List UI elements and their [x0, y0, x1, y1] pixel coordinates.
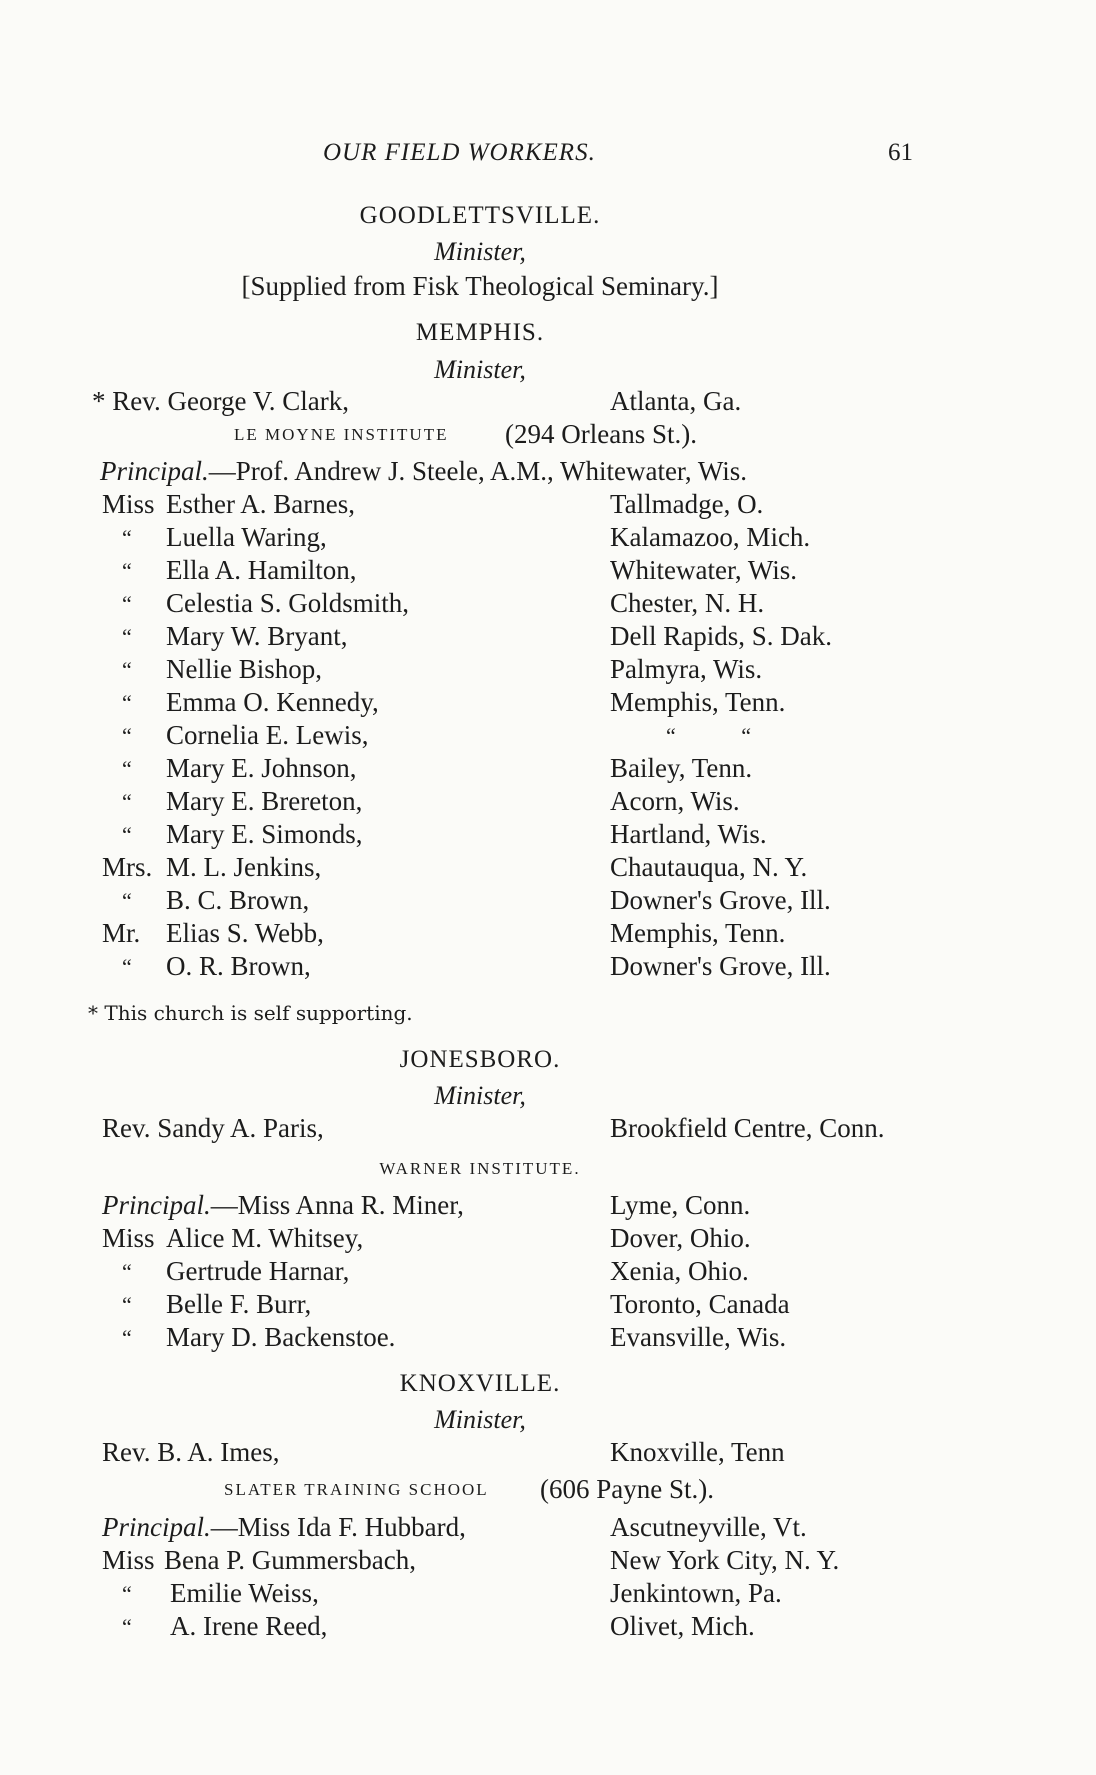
list-item: [0, 554, 1096, 587]
teacher-name: Esther A. Barnes,: [166, 489, 355, 519]
principal-name: —Prof. Andrew J. Steele, A.M., Whitewater, Wis.: [208, 456, 748, 486]
minister-name: Rev. Sandy A. Paris,: [102, 1113, 324, 1143]
minister-label: Minister,: [434, 1405, 526, 1434]
teacher-name: Mary E. Simonds,: [166, 819, 363, 849]
teacher-name: Mary D. Backenstoe.: [166, 1322, 396, 1352]
ditto-mark: “: [122, 789, 132, 814]
teacher-place: Toronto, Canada: [610, 1289, 790, 1319]
running-header: [0, 136, 1096, 170]
list-item: [0, 1255, 1096, 1288]
ditto-mark: “: [122, 1259, 132, 1284]
teacher-place: Acorn, Wis.: [610, 786, 740, 816]
teacher-name: B. C. Brown,: [166, 885, 310, 915]
teacher-place: Xenia, Ohio.: [610, 1256, 749, 1286]
title-prefix: Mr.: [102, 918, 141, 948]
ditto-mark: “: [122, 1581, 132, 1606]
school-name: SLATER TRAINING SCHOOL: [224, 1480, 489, 1499]
title-prefix: Miss: [102, 1545, 155, 1575]
school-row: [0, 1473, 1096, 1506]
principal-place: Ascutneyville, Vt.: [610, 1512, 807, 1542]
title-prefix: Miss: [102, 1223, 155, 1253]
ditto-mark: “: [122, 690, 132, 715]
list-item: [0, 686, 1096, 719]
teacher-place: Whitewater, Wis.: [610, 555, 798, 585]
minister-name: Rev. B. A. Imes,: [102, 1437, 280, 1467]
teacher-name: M. L. Jenkins,: [166, 852, 322, 882]
teacher-name: Bena P. Gummersbach,: [164, 1545, 416, 1575]
teacher-name: Gertrude Harnar,: [166, 1256, 350, 1286]
list-item: [0, 851, 1096, 884]
principal-line: [102, 1189, 464, 1222]
list-item: [0, 1577, 1096, 1610]
teacher-place: Chautauqua, N. Y.: [610, 852, 808, 882]
teacher-place: Jenkintown, Pa.: [610, 1578, 782, 1608]
minister-place: Atlanta, Ga.: [610, 386, 742, 416]
ditto-mark: “: [122, 888, 132, 913]
ditto-mark: “: [122, 1614, 132, 1639]
list-item: [0, 785, 1096, 818]
town-title-jonesboro: JONESBORO.: [399, 1046, 561, 1073]
teacher-name: Nellie Bishop,: [166, 654, 322, 684]
principal-line: [100, 455, 747, 488]
teacher-name: Luella Waring,: [166, 522, 327, 552]
teacher-name: Emilie Weiss,: [170, 1578, 319, 1608]
minister-row: [0, 1436, 1096, 1469]
teacher-name: Mary E. Brereton,: [166, 786, 363, 816]
minister-label: Minister,: [434, 237, 526, 266]
school-row: [0, 418, 1096, 451]
list-item: [0, 1610, 1096, 1643]
teacher-name: Cornelia E. Lewis,: [166, 720, 369, 750]
principal-row: [0, 1189, 1096, 1222]
ditto-mark: “: [122, 558, 132, 583]
minister-label: Minister,: [434, 355, 526, 384]
teacher-place: Kalamazoo, Mich.: [610, 522, 811, 552]
list-item: [0, 587, 1096, 620]
running-title: OUR FIELD WORKERS.: [323, 139, 596, 166]
minister-label: Minister,: [434, 1081, 526, 1110]
teacher-place: Dell Rapids, S. Dak.: [610, 621, 832, 651]
principal-line: [102, 1511, 466, 1544]
footnote: * This church is self supporting.: [88, 1001, 413, 1025]
ditto-mark: “: [122, 525, 132, 550]
teacher-name: Ella A. Hamilton,: [166, 555, 357, 585]
ditto-mark: “: [122, 756, 132, 781]
list-item: [0, 719, 1096, 752]
minister-place: Knoxville, Tenn: [610, 1437, 785, 1467]
principal-name: —Miss Ida F. Hubbard,: [210, 1512, 466, 1542]
teacher-place: Memphis, Tenn.: [610, 918, 786, 948]
teacher-name: O. R. Brown,: [166, 951, 311, 981]
minister-place: Brookfield Centre, Conn.: [610, 1113, 885, 1143]
ditto-mark: “: [122, 657, 132, 682]
list-item: [0, 818, 1096, 851]
teacher-name: A. Irene Reed,: [170, 1611, 328, 1641]
school-address: (294 Orleans St.).: [505, 419, 697, 449]
teacher-name: Belle F. Burr,: [166, 1289, 312, 1319]
principal-label: Principal.: [100, 456, 209, 486]
teacher-place: New York City, N. Y.: [610, 1545, 840, 1575]
teacher-place: Olivet, Mich.: [610, 1611, 755, 1641]
page-number: 61: [888, 139, 913, 166]
teacher-place: Tallmadge, O.: [610, 489, 764, 519]
list-item: [0, 521, 1096, 554]
teacher-place-ditto: “ “: [666, 723, 752, 748]
teacher-place: Bailey, Tenn.: [610, 753, 753, 783]
teacher-place: Downer's Grove, Ill.: [610, 951, 831, 981]
principal-label: Principal.: [102, 1190, 211, 1220]
teacher-name: Alice M. Whitsey,: [166, 1223, 364, 1253]
teacher-place: Dover, Ohio.: [610, 1223, 751, 1253]
title-prefix: Miss: [102, 489, 155, 519]
teacher-place: Memphis, Tenn.: [610, 687, 786, 717]
teacher-place: Hartland, Wis.: [610, 819, 767, 849]
principal-row: [0, 455, 1096, 488]
ditto-mark: “: [122, 822, 132, 847]
list-item: [0, 1288, 1096, 1321]
supplied-note: [Supplied from Fisk Theological Seminary.]: [241, 271, 719, 301]
teacher-name: Mary E. Johnson,: [166, 753, 357, 783]
list-item: [0, 1321, 1096, 1354]
minister-row: [0, 385, 1096, 418]
teacher-place: Chester, N. H.: [610, 588, 765, 618]
list-item: [0, 1544, 1096, 1577]
list-item: [0, 653, 1096, 686]
ditto-mark: “: [122, 624, 132, 649]
list-item: [0, 917, 1096, 950]
principal-row: [0, 1511, 1096, 1544]
teacher-name: Emma O. Kennedy,: [166, 687, 379, 717]
ditto-mark: “: [122, 1292, 132, 1317]
list-item: [0, 1222, 1096, 1255]
list-item: [0, 752, 1096, 785]
teacher-place: Downer's Grove, Ill.: [610, 885, 831, 915]
town-title-knoxville: KNOXVILLE.: [399, 1370, 561, 1397]
school-name: WARNER INSTITUTE.: [379, 1159, 581, 1178]
teacher-name: Mary W. Bryant,: [166, 621, 348, 651]
teacher-name: Celestia S. Goldsmith,: [166, 588, 409, 618]
list-item: [0, 950, 1096, 983]
list-item: [0, 884, 1096, 917]
town-title-goodlettsville: GOODLETTSVILLE.: [359, 202, 601, 229]
minister-row: [0, 1112, 1096, 1145]
principal-place: Lyme, Conn.: [610, 1190, 751, 1220]
minister-name: * Rev. George V. Clark,: [92, 386, 349, 416]
ditto-mark: “: [122, 591, 132, 616]
teacher-place: Evansville, Wis.: [610, 1322, 787, 1352]
town-title-memphis: MEMPHIS.: [415, 319, 545, 346]
principal-label: Principal.: [102, 1512, 211, 1542]
teacher-name: Elias S. Webb,: [166, 918, 324, 948]
title-prefix: Mrs.: [102, 852, 153, 882]
school-address: (606 Payne St.).: [540, 1474, 714, 1504]
list-item: [0, 488, 1096, 521]
ditto-mark: “: [122, 954, 132, 979]
list-item: [0, 620, 1096, 653]
teacher-place: Palmyra, Wis.: [610, 654, 763, 684]
ditto-mark: “: [122, 723, 132, 748]
principal-name: —Miss Anna R. Miner,: [210, 1190, 464, 1220]
school-name: LE MOYNE INSTITUTE: [234, 425, 449, 444]
ditto-mark: “: [122, 1325, 132, 1350]
